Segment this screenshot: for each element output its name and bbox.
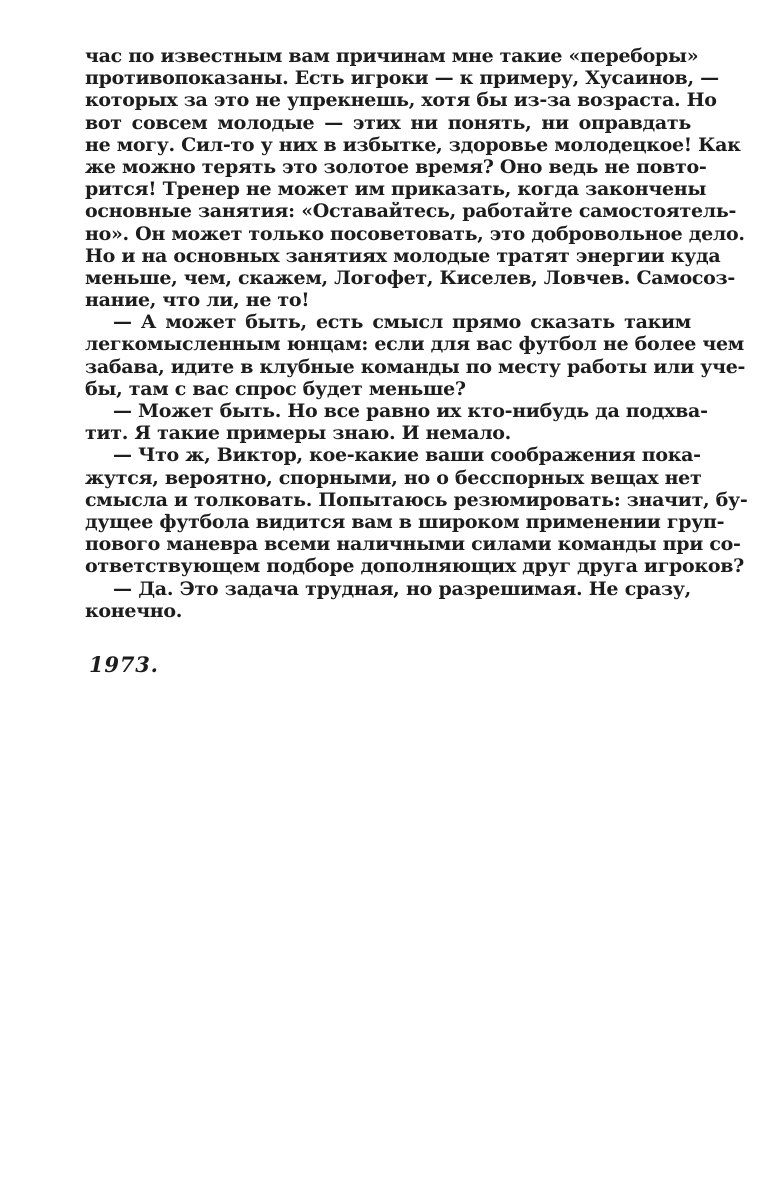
paragraph-line: противопоказаны. Есть игроки — к примеру, Хусаинов, — [85, 67, 719, 90]
text-column [85, 45, 748, 677]
paragraph-line: конечно. [85, 599, 183, 622]
paragraph-line: — А может быть, есть смысл прямо сказать таким [113, 311, 691, 334]
paragraph-line: — Да. Это задача трудная, но разрешимая. Не сразу, [113, 577, 691, 600]
paragraph-line: пового маневра всеми наличными силами команды при со- [85, 533, 741, 556]
paragraph [85, 578, 691, 622]
paragraph [85, 45, 745, 312]
paragraph-line: смысла и толковать. Попытаюсь резюмировать: значит, бу- [85, 488, 748, 511]
paragraph-line: не могу. Сил-то у них в избытке, здоровье молодецкое! Как [85, 133, 741, 156]
paragraph-line: нание, что ли, не то! [85, 289, 310, 312]
paragraph [85, 311, 746, 400]
paragraph-line: же можно терять это золотое время? Оно ведь не повто- [85, 155, 707, 178]
paragraph-line: но». Он может только посоветовать, это добровольное дело. [85, 222, 745, 245]
paragraph [85, 444, 748, 578]
paragraph-line: основные занятия: «Оставайтесь, работайте самостоятель- [85, 200, 737, 223]
paragraph-line: забава, идите в клубные команды по месту работы или уче- [85, 355, 746, 378]
paragraph-line: — Что ж, Виктор, кое-какие ваши соображения пока- [113, 444, 701, 467]
paragraph [85, 400, 708, 445]
paragraph-line: легкомысленным юнцам: если для вас футбол не более чем [85, 333, 745, 356]
paragraph-line: час по известным вам причинам мне такие «переборы» [85, 45, 699, 67]
paragraph-line: тит. Я такие примеры знаю. И немало. [85, 422, 511, 445]
paragraph-line: Но и на основных занятиях молодые тратят энергии куда [85, 244, 721, 267]
paragraph-line: бы, там с вас спрос будет меньше? [85, 377, 466, 400]
year-label: 1973. [89, 651, 159, 677]
paragraph-line: которых за это не упрекнешь, хотя бы из-за возраста. Но [85, 89, 717, 112]
paragraph-line: жутся, вероятно, спорными, но о бесспорных вещах нет [85, 466, 702, 489]
paragraph-line: дущее футбола видится вам в широком применении груп- [85, 510, 725, 533]
paragraph-line: — Может быть. Но все равно их кто-нибудь да подхва- [113, 400, 708, 422]
paragraph-line: вот совсем молодые — этих ни понять, ни оправдать [85, 111, 691, 134]
paragraph-line: ответствующем подборе дополняющих друг друга игроков? [85, 555, 744, 578]
paragraph-line: рится! Тренер не может им приказать, когда закончены [85, 178, 707, 201]
paragraph-line: меньше, чем, скажем, Логофет, Киселев, Ловчев. Самосоз- [85, 266, 735, 289]
